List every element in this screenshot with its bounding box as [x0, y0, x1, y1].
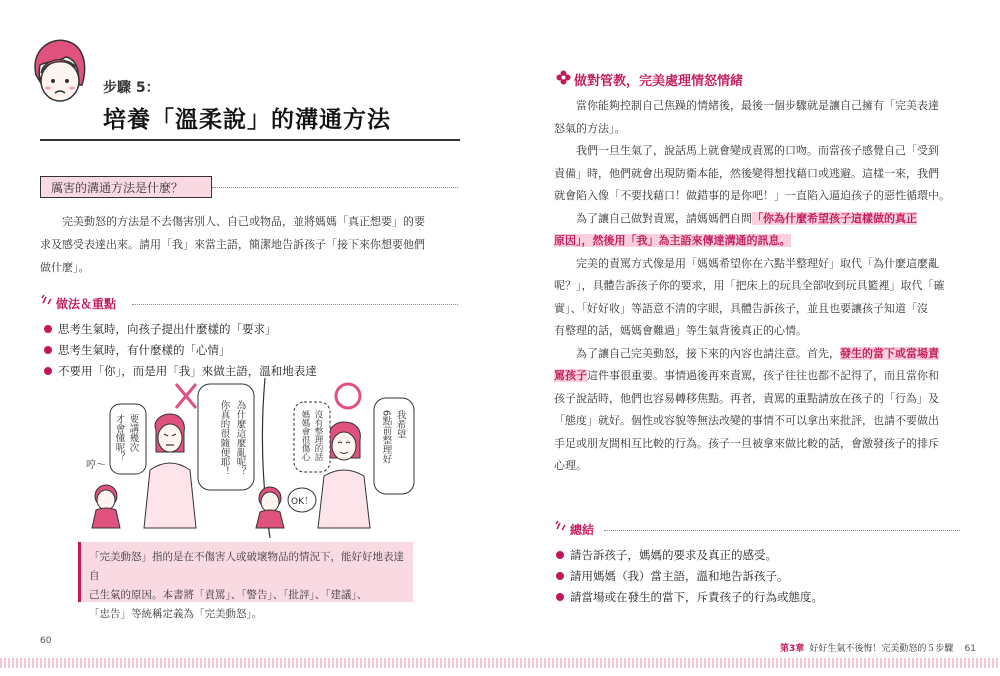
- intro-line: 完美動怒的方法是不去傷害別人、自己或物品，並將媽媽「真正想要」的要: [62, 215, 425, 228]
- bubble-wrong-mom: [198, 384, 254, 490]
- svg-text:為什麼這麼亂呢？: 為什麼這麼亂呢？: [234, 400, 246, 476]
- paragraph-cont: 呢？」，具體告訴孩子你的要求，用「把床上的玩具全部收到玩具籃裡」取代「確: [554, 279, 945, 292]
- question-box: 厲害的溝通方法是什麼？: [40, 176, 212, 198]
- highlight: 罵孩子: [554, 369, 587, 382]
- paragraph-cont: 罵孩子這件事很重要。事情過後再來責罵，孩子往往也都不記得了，而且當你和: [554, 369, 939, 382]
- list-item: 請用媽媽（我）當主語，溫和地告訴孩子。: [556, 566, 956, 587]
- child-sound-text: 哼～: [86, 460, 106, 471]
- footer-chapter: 第3章: [780, 644, 805, 654]
- paragraph-cont: 孩子說話時，他們也容易轉移焦點。再者，責罵的重點請放在孩子的「行為」及: [554, 391, 939, 405]
- paragraph-cont: 怒氣的方法」。: [554, 121, 626, 135]
- bubble-right-mom: [374, 398, 414, 494]
- body-text: [554, 95, 960, 478]
- intro-paragraph: [40, 210, 460, 279]
- footer-title: 好好生氣不後悔！完美動怒的５步驟: [809, 644, 954, 654]
- flower-icon: [556, 70, 571, 85]
- comparison-illustration: [80, 378, 420, 538]
- summary-list: [556, 545, 956, 608]
- svg-text:我希望: 我希望: [394, 410, 406, 439]
- page-number-right: 61: [964, 644, 976, 654]
- paragraph-cont: 責備」時，他們就會出現防衛本能，然後變得想找藉口或逃避。這樣一來，我們: [554, 166, 939, 180]
- intro-line: 求及感受表達出來。請用「我」來當主語，簡潔地告訴孩子「接下來你想要他們: [40, 238, 425, 251]
- question-divider: [212, 187, 458, 188]
- list-item: 不要用「你」，而是用「我」來做主語，溫和地表達: [44, 361, 454, 382]
- paragraph: 為了讓自己完美動怒，接下來的內容也請注意。首先，發生的當下或當場責: [576, 346, 939, 360]
- bottom-stripe: [0, 658, 1000, 668]
- right-mark-icon: [336, 384, 360, 408]
- bubble-wrong-child: [110, 404, 146, 474]
- title-divider: [40, 139, 460, 141]
- paragraph: 我們一旦生氣了，說話馬上就會變成責罵的口吻。而當孩子感覺自己「受到: [576, 144, 939, 157]
- paragraph-cont: [554, 230, 960, 253]
- angry-mom-figure: [144, 414, 196, 528]
- note-line: 「完美動怒」指的是在不傷害人或破壞物品的情況下，能好好地表達自: [89, 551, 404, 582]
- happy-child-figure: [256, 487, 284, 528]
- paragraph: 當你能夠控制自己焦躁的情緒後，最後一個步驟就是讓自己擁有「完美表達: [576, 99, 939, 112]
- svg-text:你真的很隨便耶！: 你真的很隨便耶！: [218, 400, 230, 476]
- svg-text:要講幾次: 要講幾次: [127, 414, 139, 452]
- wrong-mark-icon: [176, 384, 196, 408]
- note-line: 己生氣的原因。本書將「責罵」、「警告」、「批評」、「建議」、: [89, 589, 368, 601]
- paragraph-cont: 有整理的話，媽媽會難過」等生氣背後真正的心情。: [554, 324, 807, 337]
- section-tag-method: 做法＆重點: [56, 297, 117, 311]
- sulking-child-figure: [92, 485, 120, 528]
- sparkle-icon: [554, 519, 568, 533]
- section-tag-summary: 總結: [570, 523, 595, 537]
- svg-text:媽媽會很傷心: 媽媽會很傷心: [300, 410, 310, 461]
- svg-text:6點前整理好: 6點前整理好: [380, 410, 392, 464]
- list-item: 思考生氣時，向孩子提出什麼樣的「要求」: [44, 319, 454, 340]
- paragraph-cont: 手足或朋友間相互比較的行為。孩子一旦被拿來做比較的話，會激發孩子的排斥: [554, 436, 939, 450]
- section-heading: 做對管教，完美處理情怒情緒: [574, 74, 744, 89]
- svg-text:沒有整理的話: 沒有整理的話: [313, 410, 323, 461]
- sparkle-icon: [40, 293, 54, 307]
- paragraph-cont: 實」、「好好收」等語意不清的字眼，具體告訴孩子，並且也要讓孩子知道「沒: [554, 301, 928, 315]
- step-mascot-illustration: [22, 35, 94, 107]
- paragraph-cont: 心理。: [554, 459, 587, 472]
- highlight: 「你為什麼希望孩子這樣做的真正: [752, 211, 917, 225]
- section-divider: [132, 304, 458, 305]
- intro-line: 做什麼」。: [40, 261, 90, 274]
- page-title: 培養「溫柔說」的溝通方法: [103, 107, 391, 133]
- page-footer-right: [780, 636, 976, 655]
- paragraph: 完美的責罵方式像是用「媽媽希望你在六點半整理好」取代「為什麼這麼亂: [576, 256, 939, 270]
- definition-note: [78, 542, 413, 620]
- list-item: 請當場或在發生的當下，斥責孩子的行為或態度。: [556, 587, 956, 608]
- list-item: 思考生氣時，有什麼樣的「心情」: [44, 340, 454, 361]
- note-line: 「忠告」等統稱定義為「完美動怒」。: [89, 608, 263, 620]
- bubble-right-extra: [294, 402, 330, 472]
- page-number-left: 60: [40, 636, 52, 646]
- paragraph-cont: 「態度」就好。個性或容貌等無法改變的事情不可以拿出來批評，也請不要做出: [554, 414, 939, 427]
- section-divider: [604, 530, 960, 531]
- bubble-child-ok: [288, 488, 316, 512]
- points-list: [44, 319, 454, 382]
- step-label: 步驟 5：: [103, 80, 160, 96]
- highlight: 原因」，然後用「我」為主語來傳達溝通的訊息。: [554, 234, 791, 247]
- svg-text:才會懂呢？: 才會懂呢？: [113, 414, 125, 462]
- svg-text:OK！: OK！: [291, 497, 313, 507]
- paragraph: 為了讓自己做對責罵，請媽媽們自問「你為什麼希望孩子這樣做的真正: [576, 211, 917, 225]
- highlight: 發生的當下或當場責: [840, 346, 939, 360]
- paragraph-cont: 就會陷入像「不要找藉口！做錯事的是你吧！」一直陷入逼迫孩子的惡性循環中。: [554, 189, 950, 202]
- list-item: 請告訴孩子，媽媽的要求及真正的感受。: [556, 545, 956, 566]
